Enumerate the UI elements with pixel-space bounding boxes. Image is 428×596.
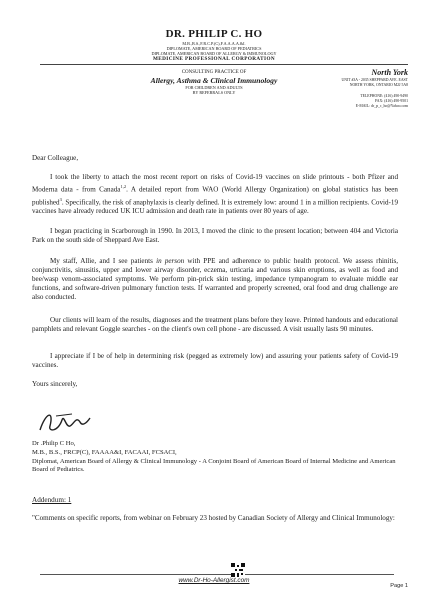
paragraph-5-text: I appreciate if I be of help in determining risk (pegged as extremely low) and assuring your patients safety of Covid-19 vaccines. — [32, 352, 398, 370]
email: E-MAIL: dr_p_c_ho@Yahoo.com — [355, 104, 408, 108]
telephone: TELEPHONE: (416) 490-9490 — [360, 94, 408, 98]
fax: FAX: (416) 490-9501 — [374, 99, 408, 103]
specialty: Allergy, Asthma & Clinical Immunology — [150, 76, 278, 85]
address-line-2: NORTH YORK, ONTARIO M2J 5A8 — [349, 83, 408, 87]
addendum-heading: Addendum: 1 — [32, 496, 72, 504]
paragraph-3-text: My staff, Allie, and I see patients in person with PPE and adherence to public health protocol. We assess rhinitis, conjunctivitis, sinusitis, upper and lower airway disorder, eczema, urticaria and various skin eruptions, as well as food and bee/wasp venom-associated symptoms. We perform pin-prick skin testing, impedance tympanogram to evaluate middle ear functions, and software-driven pulmonary function tests. If warranted and properly screened, oral food and drug challenge are also conducted. — [32, 257, 399, 302]
paragraph-3 — [32, 257, 398, 302]
handwritten-signature — [36, 402, 94, 438]
signature-credentials: M.B., B.S., FRCP(C), FAAAA&I, FACAAI, FCSACI, — [32, 449, 177, 456]
paragraph-2-text: I began practicing in Scarborough in 1990. In 2013, I moved the clinic to the present location; between 404 and Victoria Park on the south side of Sheppard Ave East. — [32, 227, 398, 245]
paragraph-5 — [32, 352, 398, 370]
address-line-1: UNIT #3A - 2035 SHEPPARD AVE. EAST — [341, 78, 408, 82]
salutation: Dear Colleague, — [32, 154, 79, 162]
paragraph-1-text: I took the liberty to attach the most recent report on risks of Covid-19 vaccines on slide printouts - both Pfizer and Moderna data - from Canada$^{1,2}$. A detailed report from WAO (World Allergy Organization) on global statistics has been published$^3$. Specifically, the risk of anaphylaxis is clearly defined. It is extremely low: around 1 in a million recipients. Covid-19 vaccines have already reduced UK ICU admission and death rate in patients over 80 years of age. — [32, 173, 398, 215]
website-link[interactable]: www.Dr-Ho-Allergist.com — [178, 577, 250, 584]
diplomate-pediatrics: DIPLOMATE, AMERICAN BOARD OF PEDIATRICS — [166, 46, 262, 51]
referral-note: BY REFERRALS ONLY — [192, 90, 236, 95]
paragraph-2 — [32, 227, 398, 245]
paragraph-4-text: Our clients will learn of the results, diagnoses and the treatment plans before they leave. Printed handouts and educational pamphlets and relevant Goggle searches - on the client's own cell phone - are discussed. A visit usually lasts 90 minutes. — [32, 316, 398, 334]
qr-code — [231, 563, 245, 577]
signature-name: Dr .Philip C Ho, — [32, 440, 76, 447]
paragraph-1 — [32, 173, 398, 216]
addendum-text: "Comments on specific reports, from webinar on February 23 hosted by Canadian Society of Allergy and Clinical Immunology: — [32, 514, 395, 522]
credentials: M.B.,B.S.,F.R.C.P.(C),F.A.A.A.A.&I. — [182, 41, 246, 46]
closing: Yours sincerely, — [32, 380, 78, 388]
paragraph-4 — [32, 316, 398, 334]
page-number: Page 1 — [390, 583, 408, 589]
header-rule — [40, 64, 408, 65]
corporation: MEDICINE PROFESSIONAL CORPORATION — [152, 56, 276, 62]
diplomate-allergy: DIPLOMATE, AMERICAN BOARD OF ALLERGY & IMMUNOLOGY — [151, 51, 277, 56]
for-whom: FOR CHILDREN AND ADULTS — [185, 85, 243, 90]
consulting-label: CONSULTING PRACTICE OF — [181, 70, 247, 75]
letterhead — [0, 4, 428, 108]
doctor-name: DR. PHILIP C. HO — [165, 28, 263, 40]
location: North York — [371, 68, 408, 77]
footer-rule — [40, 574, 394, 575]
signature-diplomate: Diplomat, American Board of Allergy & Clinical Immunology - A Conjoint Board of American Board of Internal Medicine and American Board of Pediatrics. — [32, 458, 396, 474]
